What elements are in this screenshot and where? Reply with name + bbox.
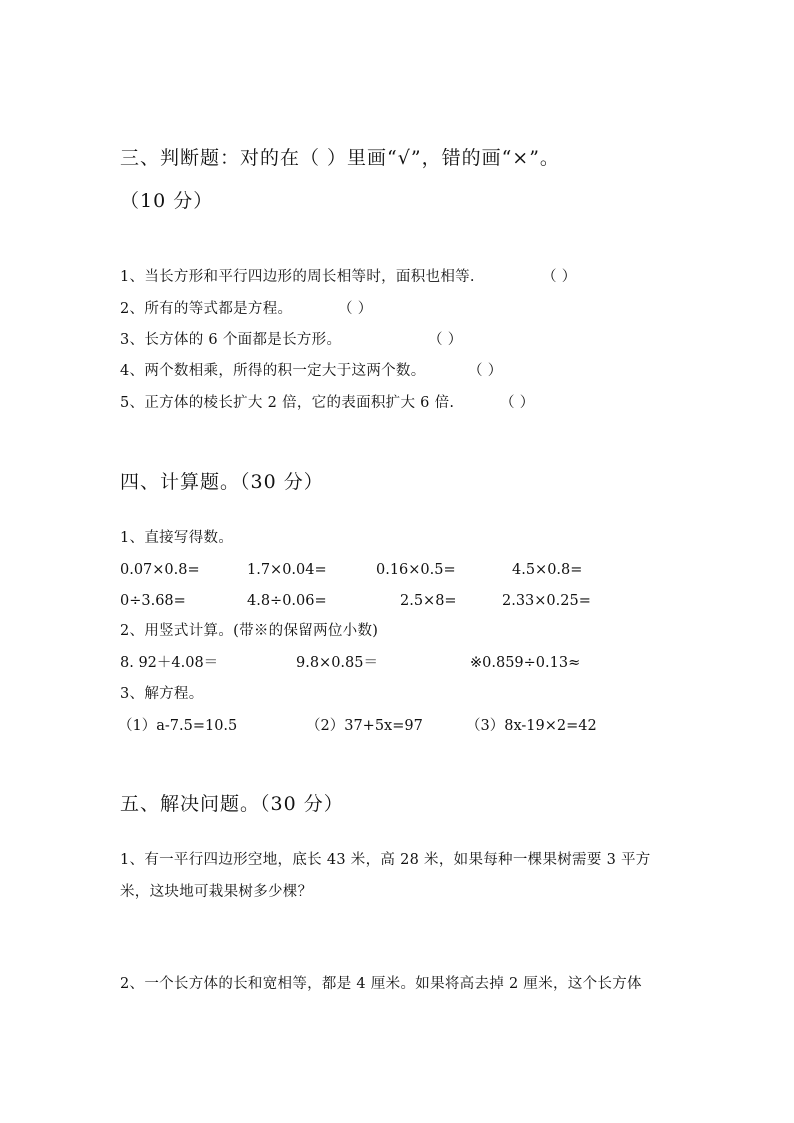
vertical-calc-1: 8. 92＋4.08＝: [120, 655, 219, 671]
oral-calc-8: 2.33×0.25=: [502, 593, 591, 609]
oral-calc-7: 2.5×8=: [400, 593, 457, 609]
problem-1-line-1: 1、有一平行四边形空地，底长 43 米，高 28 米，如果每种一棵果树需要 3 平方: [120, 852, 651, 868]
oral-calc-5: 0÷3.68=: [120, 593, 186, 609]
oral-calc-4: 4.5×0.8=: [512, 562, 583, 578]
oral-calc-3: 0.16×0.5=: [376, 562, 456, 578]
equation-3: （3）8x-19×2=42: [466, 718, 597, 734]
calc-q3-label: 3、解方程。: [120, 686, 204, 702]
oral-calc-2: 1.7×0.04=: [247, 562, 327, 578]
judge-bracket-5[interactable]: （ ）: [500, 395, 535, 411]
equation-1: （1）a-7.5=10.5: [118, 718, 238, 734]
problem-1-line-2: 米，这块地可栽果树多少棵？: [120, 884, 313, 900]
judge-bracket-4[interactable]: （ ）: [468, 363, 503, 379]
calc-q1-label: 1、直接写得数。: [120, 530, 234, 546]
judge-item-2: 2、所有的等式都是方程。: [120, 301, 293, 317]
vertical-calc-2: 9.8×0.85＝: [296, 655, 378, 671]
judge-item-3: 3、长方体的 6 个面都是长方形。: [120, 332, 342, 348]
section-5-title: 五、解决问题。（30 分）: [120, 793, 344, 815]
judge-item-5: 5、正方体的棱长扩大 2 倍，它的表面积扩大 6 倍.: [120, 395, 455, 411]
judge-bracket-2[interactable]: （ ）: [338, 301, 373, 317]
vertical-calc-3: ※0.859÷0.13≈: [470, 655, 581, 671]
judge-item-4: 4、两个数相乘，所得的积一定大于这两个数。: [120, 363, 426, 379]
judge-bracket-1[interactable]: （ ）: [542, 269, 577, 285]
section-4-title: 四、计算题。（30 分）: [120, 471, 324, 493]
problem-2-line-1: 2、一个长方体的长和宽相等，都是 4 厘米。如果将高去掉 2 厘米，这个长方体: [120, 976, 642, 992]
judge-bracket-3[interactable]: （ ）: [428, 332, 463, 348]
section-3-title: 三、判断题：对的在（ ）里画“√”，错的画“×”。: [120, 147, 560, 169]
equation-2: （2）37+5x=97: [306, 718, 423, 734]
judge-item-1: 1、当长方形和平行四边形的周长相等时，面积也相等.: [120, 269, 475, 285]
calc-q2-label: 2、用竖式计算。(带※的保留两位小数): [120, 623, 379, 639]
section-3-score: （10 分）: [120, 190, 214, 212]
oral-calc-1: 0.07×0.8=: [120, 562, 200, 578]
oral-calc-6: 4.8÷0.06=: [247, 593, 327, 609]
